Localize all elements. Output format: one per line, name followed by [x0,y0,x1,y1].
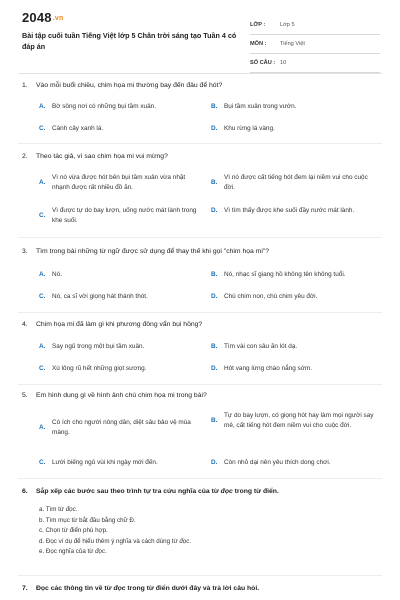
option-letter: C. [39,365,46,372]
question-text [22,152,382,162]
option-text: Khu rừng lá vàng. [224,125,275,132]
question-divider [18,384,382,385]
option-letter: A. [39,423,46,431]
meta-row-class [250,16,380,35]
site-logo[interactable] [22,10,63,25]
question-prompt: Tìm trong bài những từ ngữ được sử dụng để thay thế khi gọi "chim họa mi"? [36,248,270,255]
option-letter: D. [211,207,218,214]
step-keyword: đọc [95,548,106,555]
step-text: b. Tìm mục từ bắt đầu bằng chữ Đ. [39,516,136,524]
option-letter: C. [39,293,46,300]
option-text: Tìm vài con sâu ăn lót dạ. [224,343,298,350]
step-item [39,505,369,516]
option-text: Vì nó vừa được hót bên bụi tầm xuân vừa nhặt nhạnh được rất nhiều đồ ăn. [52,174,186,191]
option-a[interactable] [39,418,199,437]
question-text [22,247,382,257]
question-number: 1. [22,82,28,89]
question-prompt: Theo tác giả, vì sao chim họa mi vui mừng? [36,153,168,160]
option-letter: B. [211,103,218,110]
option-letter: B. [211,178,218,186]
question-number: 5. [22,392,28,399]
meta-value: Lớp 5 [280,22,295,28]
option-a[interactable] [39,270,199,280]
logo-text: 2048 [22,10,52,25]
option-text: Hót vang lừng chào nắng sớm. [224,365,313,372]
step-text: d. Đọc ví dụ để hiểu thêm ý nghĩa và cách dùng từ [39,537,180,545]
step-text: a. Tìm từ [39,506,66,513]
option-b[interactable] [211,102,376,112]
question-text [22,584,382,594]
step-keyword: đọc [65,506,76,513]
keyword: đọc [220,488,233,495]
option-b[interactable] [211,342,376,352]
option-text: Xù lông rũ hết những giọt sương. [52,365,147,372]
option-text: Say ngủ trong một bụi tầm xuân. [52,343,145,350]
header-divider [18,73,382,74]
option-text: Vì tìm thấy được khe suối đầy nước mát lành. [224,207,355,214]
option-c[interactable] [39,206,199,225]
step-keyword: đọc [179,537,190,545]
step-list [39,505,369,558]
option-letter: C. [39,459,46,466]
option-text: Vì nó được cất tiếng hót đem lại niềm vui cho cuộc đời. [224,174,368,191]
question-prompt: Sắp xếp các bước sau theo trình tự tra cứu nghĩa của từ [36,488,221,495]
option-letter: A. [39,343,46,350]
meta-key: SỐ CÂU : [250,60,276,66]
meta-value: Tiếng Việt [280,41,305,47]
question-text [22,81,382,91]
question-number: 7. [22,585,28,592]
logo-suffix: .vn [52,15,64,23]
option-d[interactable] [211,364,376,374]
option-b[interactable] [211,173,376,192]
keyword: đọc [113,585,126,592]
option-text: Vì được tự do bay lượn, uống nước mát lành trong khe suối. [52,207,197,224]
question-divider [18,478,382,479]
meta-key: LỚP : [250,22,266,28]
meta-key: MÔN : [250,41,267,47]
option-letter: D. [211,459,218,466]
option-text: Cành cây xanh lá. [52,125,104,132]
step-text-end: . [105,548,107,555]
question-divider [18,575,382,576]
question-7 [22,584,382,594]
step-text: e. Đọc nghĩa của từ [39,548,96,555]
step-item [39,526,369,537]
option-text: Còn nhỏ dại nên yêu thích dong chơi. [224,459,331,466]
option-letter: B. [211,271,218,278]
option-text: Nó. [52,271,62,278]
meta-box [250,16,380,73]
question-text [22,320,382,330]
header [0,0,400,78]
question-text [22,487,382,497]
option-text: Tự do bay lượn, có giọng hót hay làm mọi người say mê, cất tiếng hót đem niềm vui cho cuộc đời. [224,412,374,429]
option-d[interactable] [211,206,376,216]
option-letter: D. [211,125,218,132]
option-letter: A. [39,271,46,278]
option-letter: D. [211,365,218,372]
option-letter: D. [211,293,218,300]
option-d[interactable] [211,458,376,468]
question-prompt: Em hình dung gì về hình ảnh chú chim họa mi trong bài? [36,392,207,399]
step-text-end: . [75,506,78,513]
question-prompt: Đọc các thông tin về từ [36,585,114,592]
step-text: c. Chọn từ điển phù hợp. [39,527,108,534]
option-letter: C. [39,125,46,132]
question-3 [22,247,382,257]
option-letter: A. [39,178,46,186]
option-text: Bờ sông nơi có những bụi tầm xuân. [52,103,156,110]
step-text-end: . [189,537,192,545]
option-d[interactable] [211,124,376,134]
question-prompt: Chim họa mi đã làm gì khi phương đông vẩn bụi hồng? [36,321,203,328]
option-letter: B. [211,343,218,350]
question-divider [18,143,382,144]
question-number: 3. [22,248,28,255]
step-item [39,516,369,527]
option-a[interactable] [39,102,199,112]
question-divider [18,237,382,238]
step-item [39,537,369,548]
page-title: Bài tập cuối tuần Tiếng Việt lớp 5 Chân trời sáng tạo Tuần 4 có đáp án [22,31,237,51]
option-d[interactable] [211,292,376,302]
option-b[interactable] [211,270,381,280]
question-1 [22,81,382,91]
option-b[interactable] [211,411,381,430]
option-text: Chú chim non, chú chim yêu đời. [224,293,318,300]
option-c[interactable] [39,458,199,468]
option-letter: A. [39,103,46,110]
meta-value: 10 [280,60,287,66]
question-prompt-end: trong từ điển. [232,488,279,495]
question-number: 2. [22,153,28,160]
option-letter: C. [39,211,46,219]
option-letter: B. [211,416,218,424]
option-text: Nó, nhạc sĩ giang hồ không tên không tuổi. [224,271,346,278]
meta-row-subject [250,35,380,54]
option-c[interactable] [39,364,199,374]
option-c[interactable] [39,124,199,134]
option-text: Lười biếng ngủ vùi khi ngày mới đến. [52,459,158,466]
question-6 [22,487,382,497]
question-5 [22,391,382,401]
question-number: 6. [22,488,28,495]
option-text: Nó, ca sĩ vời giọng hát thánh thót. [52,293,148,300]
question-2 [22,152,382,162]
question-prompt-end: trong từ điển dưới đây và trả lời câu hỏi. [125,585,260,592]
question-divider [18,312,382,313]
option-text: Có ích cho người nông dân, diệt sâu bảo vệ mùa màng. [52,419,191,436]
option-a[interactable] [39,173,199,192]
question-text [22,391,382,401]
question-number: 4. [22,321,28,328]
option-c[interactable] [39,292,199,302]
option-a[interactable] [39,342,199,352]
question-4 [22,320,382,330]
option-text: Bụi tầm xuân trong vườn. [224,103,297,110]
question-prompt: Vào mỗi buổi chiều, chim họa mi thường bay đến đâu để hót? [36,82,223,89]
meta-row-count [250,54,380,73]
step-item [39,547,369,558]
